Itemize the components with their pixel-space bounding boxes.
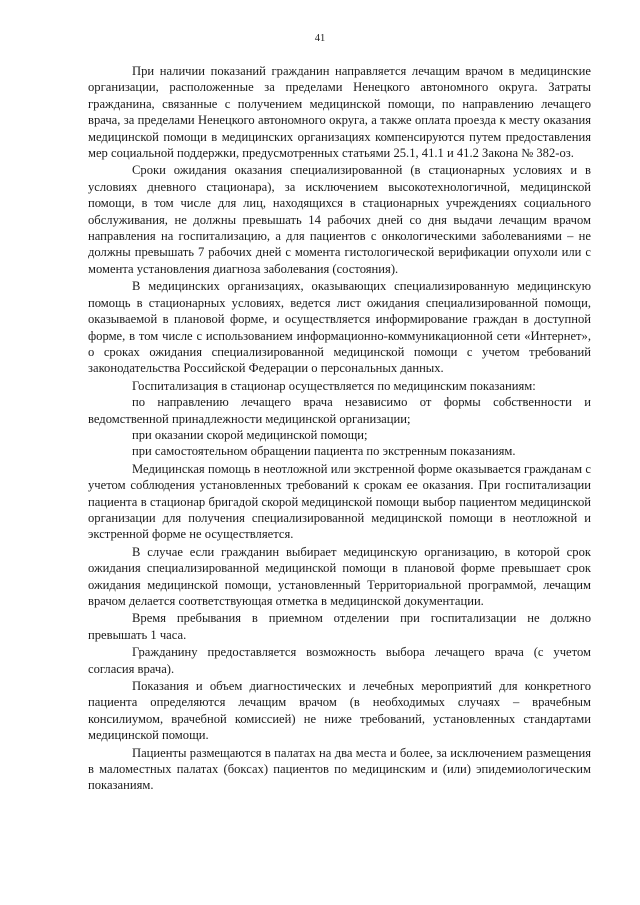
paragraph-doctor-choice: Гражданину предоставляется возможность выбора лечащего врача (с учетом согласия врача). (88, 645, 591, 676)
paragraph-admission-time: Время пребывания в приемном отделении при госпитализации не должно превышать 1 часа. (88, 611, 591, 642)
paragraph-ward-placement: Пациенты размещаются в палатах на два места и более, за исключением размещения в маломестных палатах (боксах) пациентов по медицинским и (или) эпидемиологическим показаниям. (88, 745, 591, 793)
paragraph-waiting-times: Сроки ожидания оказания специализированной (в стационарных условиях и в условиях дневного стационара), за исключением высокотехнологичной, медицинской помощи, в том числе для лиц, находящихся в стационарных учреждениях социального обслуживания, не должны превышать 14 рабочих дней со дня выдачи лечащим врачом направления на госпитализацию, а для пациентов с онкологическими заболеваниями – не должны превышать 7 рабочих дней с момента гистологической верификации опухоли или с момента установления диагноза заболевания (состояния). (88, 163, 591, 276)
list-item-self-referral: при самостоятельном обращении пациента по экстренным показаниям. (132, 444, 516, 459)
document-body (88, 63, 591, 795)
paragraph-referral-outside-region: При наличии показаний гражданин направляется лечащим врачом в медицинские организации, расположенные за пределами Ненецкого автономного округа. Затраты гражданина, связанные с получением медицинской помощи, по направлению лечащего врача, за пределами Ненецкого автономного округа, а также оплата проезда к месту оказания медицинской помощи в медицинских организациях компенсируются путем предоставления мер социальной поддержки, предусмотренных статьями 25.1, 41.1 и 41.2 Закона № 382-оз. (88, 64, 591, 161)
page-number: 41 (314, 33, 326, 44)
paragraph-waiting-list: В медицинских организациях, оказывающих специализированную медицинскую помощь в стационарных условиях, ведется лист ожидания специализированной помощи, оказываемой в плановой форме, и осуществляется информирование граждан в доступной форме, в том числе с использованием информационно-коммуникационной сети «Интернет», о сроках ожидания специализированной медицинской помощи с учетом требований законодательства Российской Федерации о персональных данных. (88, 279, 591, 376)
paragraph-indications: Показания и объем диагностических и лечебных мероприятий для конкретного пациента определяются лечащим врачом (в необходимых случаях – врачебным консилиумом, врачебной комиссией) не ниже требований, установленных стандартами медицинской помощи. (88, 679, 591, 743)
list-item-ambulance: при оказании скорой медицинской помощи; (132, 427, 368, 442)
paragraph-emergency-care: Медицинская помощь в неотложной или экстренной форме оказывается гражданам с учетом соблюдения установленных требований к срокам ее оказания. При госпитализации пациента в стационар бригадой скорой медицинской помощи выбор пациентом медицинской организации для получения специализированной медицинской помощи в неотложной и экстренной форме не осуществляется. (88, 461, 591, 542)
paragraph-organization-choice: В случае если гражданин выбирает медицинскую организацию, в которой срок ожидания специализированной медицинской помощи в плановой форме превышает срок ожидания медицинской помощи, установленный Территориальной программой, лечащим врачом делается соответствующая отметка в медицинской документации. (88, 544, 591, 608)
list-item-referral: по направлению лечащего врача независимо от формы собственности и ведомственной принадлежности медицинской организации; (88, 395, 591, 426)
paragraph-hospitalization-grounds: Госпитализация в стационар осуществляется по медицинским показаниям: (132, 378, 536, 393)
